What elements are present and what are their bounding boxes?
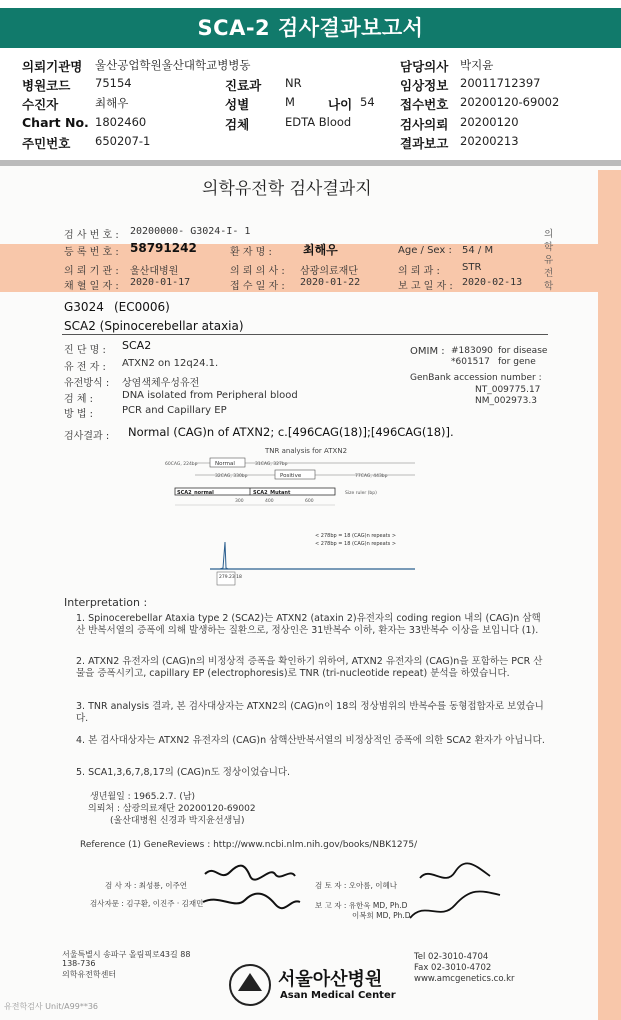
- trace-peak: [220, 542, 228, 569]
- address-1: 서울특별시 송파구 올림픽로43길 88: [62, 950, 191, 959]
- note-requester: 의뢰처 : 삼광의료재단 20200120-69002: [88, 804, 256, 814]
- interp-title: Interpretation :: [64, 596, 148, 609]
- exam-no: 20200000- G3024-I- 1: [130, 226, 251, 237]
- scanned-report: [0, 166, 621, 1020]
- fig-tick1: 300: [235, 499, 244, 504]
- peak-label: 279.23 18: [219, 575, 242, 580]
- fig-positive: Positive: [280, 473, 302, 479]
- fig-a: 60CAG, 224bp: [165, 462, 198, 467]
- field-inheritance: 상염색체우성유전: [122, 378, 200, 389]
- reg-no: 58791242: [130, 241, 197, 255]
- label-patient: 수진자: [22, 97, 59, 112]
- fig-bar1: SCA2_normal: [177, 490, 214, 496]
- label-sex: 성별: [225, 97, 250, 112]
- footer-left: 유전학검사 Unit/A99**36: [4, 1002, 98, 1011]
- omim-label: OMIM :: [410, 346, 445, 357]
- sign-right-1: 검 토 자 : 오아름, 이혜나: [315, 881, 398, 890]
- hospital-name-en: Asan Medical Center: [280, 990, 396, 1001]
- side-label: 의학유전학: [544, 229, 554, 292]
- fig-repeat-1: < 278bp = 18 (CAG)n repeats >: [315, 533, 397, 539]
- website: www.amcgenetics.co.kr: [414, 974, 515, 984]
- interp-2: 2. ATXN2 유전자의 (CAG)n의 비정상적 증폭을 확인하기 위하여, ATXN2 유전자의 (CAG)n을 포함하는 PCR 산물을 증폭시키고, capillary EP (electrophoresis)로 TNR (tri-nucleotide repeat) 분석을 하였습니다.: [76, 656, 543, 679]
- value-sex: M: [285, 95, 295, 109]
- req-doc: 삼광의료재단: [300, 266, 358, 277]
- value-chart: 1802460: [95, 115, 147, 129]
- label-clinical: 임상정보: [400, 78, 449, 93]
- value-receipt: 20200120-69002: [460, 95, 560, 109]
- label-hospital-code: 병원코드: [22, 78, 71, 93]
- agesex: 54 / M: [462, 245, 494, 256]
- req-dept: STR: [462, 262, 482, 273]
- label-id: 주민번호: [22, 136, 71, 151]
- patient-label: 환 자 명 :: [230, 247, 272, 258]
- fig-d: 77CAG, 443bp: [355, 474, 388, 479]
- tnr-figure: [165, 442, 430, 587]
- fig-repeat-2: < 278bp = 18 (CAG)n repeats >: [315, 541, 397, 547]
- omim-2: *601517: [451, 357, 490, 367]
- signature-right-bottom: [410, 891, 500, 918]
- fig-size: Size ruler (bp): [345, 491, 377, 496]
- value-clinical: 20011712397: [460, 76, 541, 90]
- genbank-label: GenBank accession number :: [410, 373, 542, 383]
- value-patient: 최해우: [95, 96, 129, 110]
- value-institution: 울산공업학원울산대학교병병동: [95, 58, 251, 72]
- tel: Tel 02-3010-4704: [414, 952, 489, 962]
- sign-left-2: 검사자문 : 김구환, 이진주 · 김재민: [90, 899, 204, 908]
- value-age: 54: [360, 95, 375, 109]
- label-chart: Chart No.: [22, 115, 89, 130]
- field-specimen-label: 검 체 :: [64, 394, 94, 405]
- sign-right-3: 이복희 MD, Ph.D: [352, 911, 411, 920]
- fax: Fax 02-3010-4702: [414, 963, 492, 973]
- label-specimen: 검체: [225, 117, 250, 132]
- label-age: 나이: [328, 97, 353, 112]
- field-diagnosis-label: 진 단 명 :: [64, 345, 106, 356]
- signature-right: [400, 860, 510, 925]
- field-diagnosis: SCA2: [122, 339, 152, 352]
- field-specimen: DNA isolated from Peripheral blood: [122, 390, 298, 401]
- divider: [62, 334, 548, 335]
- test-code2: (EC0006): [114, 300, 170, 314]
- signature-right-top: [420, 863, 490, 878]
- report-date-label: 보 고 일 자 :: [398, 281, 453, 292]
- test-name: SCA2 (Spinocerebellar ataxia): [64, 319, 244, 333]
- exam-no-label: 검 사 번 호 :: [64, 230, 119, 241]
- req-org: 울산대병원: [130, 266, 179, 277]
- collect-label: 채 혈 일 자 :: [64, 281, 119, 292]
- fig-b: 31CAG, 327bp: [255, 462, 288, 467]
- report-date: 2020-02-13: [462, 277, 523, 288]
- label-receipt: 접수번호: [400, 97, 449, 112]
- fig-tick2: 400: [265, 499, 274, 504]
- test-code: G3024: [64, 300, 104, 314]
- result-text: Normal (CAG)n of ATXN2; c.[496CAG(18)];[496CAG(18)].: [128, 425, 454, 439]
- agesex-label: Age / Sex :: [398, 245, 452, 256]
- omim-1: #183090: [451, 346, 493, 356]
- note-dept: (울산대병원 신경과 박지윤선생님): [110, 816, 245, 826]
- genbank-1: NT_009775.17: [475, 385, 541, 395]
- address-2: 138-736: [62, 959, 96, 968]
- value-request: 20200120: [460, 115, 519, 129]
- value-doctor: 박지윤: [460, 58, 494, 72]
- fig-tick3: 600: [305, 499, 314, 504]
- patient-name: 최해우: [303, 243, 338, 257]
- req-dept-label: 의 뢰 과 :: [398, 266, 440, 277]
- collect-date: 2020-01-17: [130, 277, 191, 288]
- interp-4: 4. 본 검사대상자는 ATXN2 유전자의 (CAG)n 삼핵산반복서열의 비정상적인 증폭에 의한 SCA2 환자가 아닙니다.: [76, 735, 545, 746]
- signature-left-bottom: [203, 894, 300, 909]
- interp-1: 1. Spinocerebellar Ataxia type 2 (SCA2)는 ATXN2 (ataxin 2)유전자의 coding region 내의 (CAG)n 삼핵산 반복서열의 증폭에 의해 발생하는 질환으로, 정상인은 31반복수 이하, 환자는 33반복수 이상을 보입니다 (1).: [76, 613, 541, 636]
- omim-2-note: for gene: [498, 357, 536, 367]
- sign-right-2: 보 고 자 : 유한욱 MD, Ph.D: [315, 901, 408, 910]
- value-dept: NR: [285, 76, 302, 90]
- fig-c: 32CAG, 330bp: [215, 474, 248, 479]
- value-result-report: 20200213: [460, 134, 519, 148]
- label-institution: 의뢰기관명: [22, 59, 83, 74]
- field-gene-label: 유 전 자 :: [64, 362, 106, 373]
- note-birth: 생년월일 : 1965.2.7. (남): [90, 792, 196, 802]
- result-label: 검사결과 :: [64, 431, 110, 442]
- field-method-label: 방 법 :: [64, 409, 94, 420]
- value-id: 650207-1: [95, 134, 151, 148]
- logo-mark: [238, 973, 262, 991]
- signature-left: [195, 862, 305, 922]
- interp-5: 5. SCA1,3,6,7,8,17의 (CAG)n도 정상이었습니다.: [76, 767, 291, 778]
- hospital-name-kr: 서울아산병원: [278, 969, 383, 990]
- address-3: 의학유전학센터: [62, 970, 117, 979]
- report-title: 의학유전학 검사결과지: [202, 179, 372, 199]
- side-band: [598, 170, 621, 1020]
- hospital-logo: [228, 963, 272, 1007]
- sign-left-1: 검 사 자 : 최성룡, 이주연: [105, 881, 188, 890]
- label-result-report: 결과보고: [400, 136, 449, 151]
- req-doc-label: 의 뢰 의 사 :: [230, 266, 285, 277]
- req-org-label: 의 뢰 기 관 :: [64, 266, 119, 277]
- value-hospital-code: 75154: [95, 76, 132, 90]
- page-title: SCA-2 검사결과보고서: [0, 8, 621, 48]
- fig-bar2: SCA2_Mutant: [253, 490, 291, 496]
- reg-no-label: 등 록 번 호 :: [64, 247, 119, 258]
- omim-1-note: for disease: [498, 346, 548, 356]
- genbank-2: NM_002973.3: [475, 396, 537, 406]
- signature-left-top: [205, 866, 295, 880]
- field-inheritance-label: 유전방식 :: [64, 378, 110, 389]
- field-gene: ATXN2 on 12q24.1.: [122, 358, 219, 369]
- value-specimen: EDTA Blood: [285, 115, 352, 129]
- reference: Reference (1) GeneReviews : http://www.ncbi.nlm.nih.gov/books/NBK1275/: [80, 840, 418, 850]
- field-method: PCR and Capillary EP: [122, 405, 227, 416]
- label-request: 검사의뢰: [400, 117, 449, 132]
- fig-normal: Normal: [215, 461, 235, 467]
- recv-label: 접 수 일 자 :: [230, 281, 285, 292]
- label-doctor: 담당의사: [400, 59, 449, 74]
- label-dept: 진료과: [225, 78, 262, 93]
- recv-date: 2020-01-22: [300, 277, 361, 288]
- interp-3: 3. TNR analysis 결과, 본 검사대상자는 ATXN2의 (CAG)n이 18의 정상범위의 반복수를 동형접합자로 보였습니다.: [76, 701, 544, 724]
- fig-title: TNR analysis for ATXN2: [265, 447, 348, 455]
